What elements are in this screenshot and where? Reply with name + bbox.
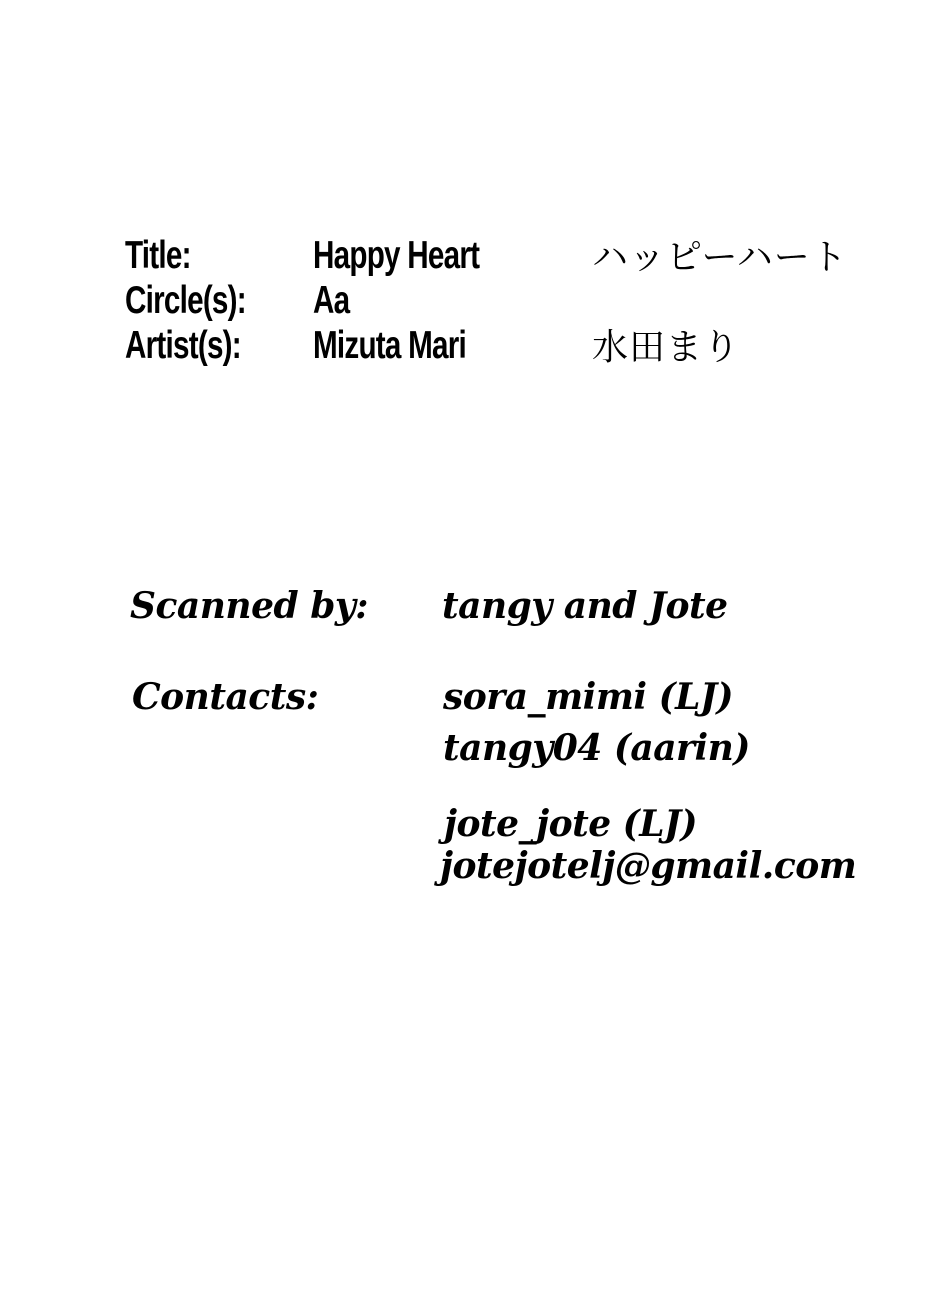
artist-label: Artist(s):: [125, 324, 241, 367]
contact-item-tangy04: tangy04 (aarin): [443, 727, 750, 769]
scanned-by-label: Scanned by:: [130, 585, 369, 627]
title-value-japanese: ハッピーハート: [592, 237, 848, 278]
contact-item-email: jotejotelj@gmail.com: [440, 845, 857, 887]
contact-item-sora-mimi: sora_mimi (LJ): [443, 676, 734, 718]
artist-value: Mizuta Mari: [313, 324, 467, 367]
scanned-by-value: tangy and Jote: [442, 585, 728, 627]
artist-value-japanese: 水田まり: [592, 327, 741, 368]
title-value: Happy Heart: [313, 234, 480, 277]
title-label: Title:: [125, 234, 191, 277]
contacts-label: Contacts:: [132, 676, 319, 718]
contact-item-jote-jote: jote_jote (LJ): [444, 803, 698, 845]
circle-value: Aa: [313, 279, 350, 322]
circle-label: Circle(s):: [125, 279, 246, 322]
